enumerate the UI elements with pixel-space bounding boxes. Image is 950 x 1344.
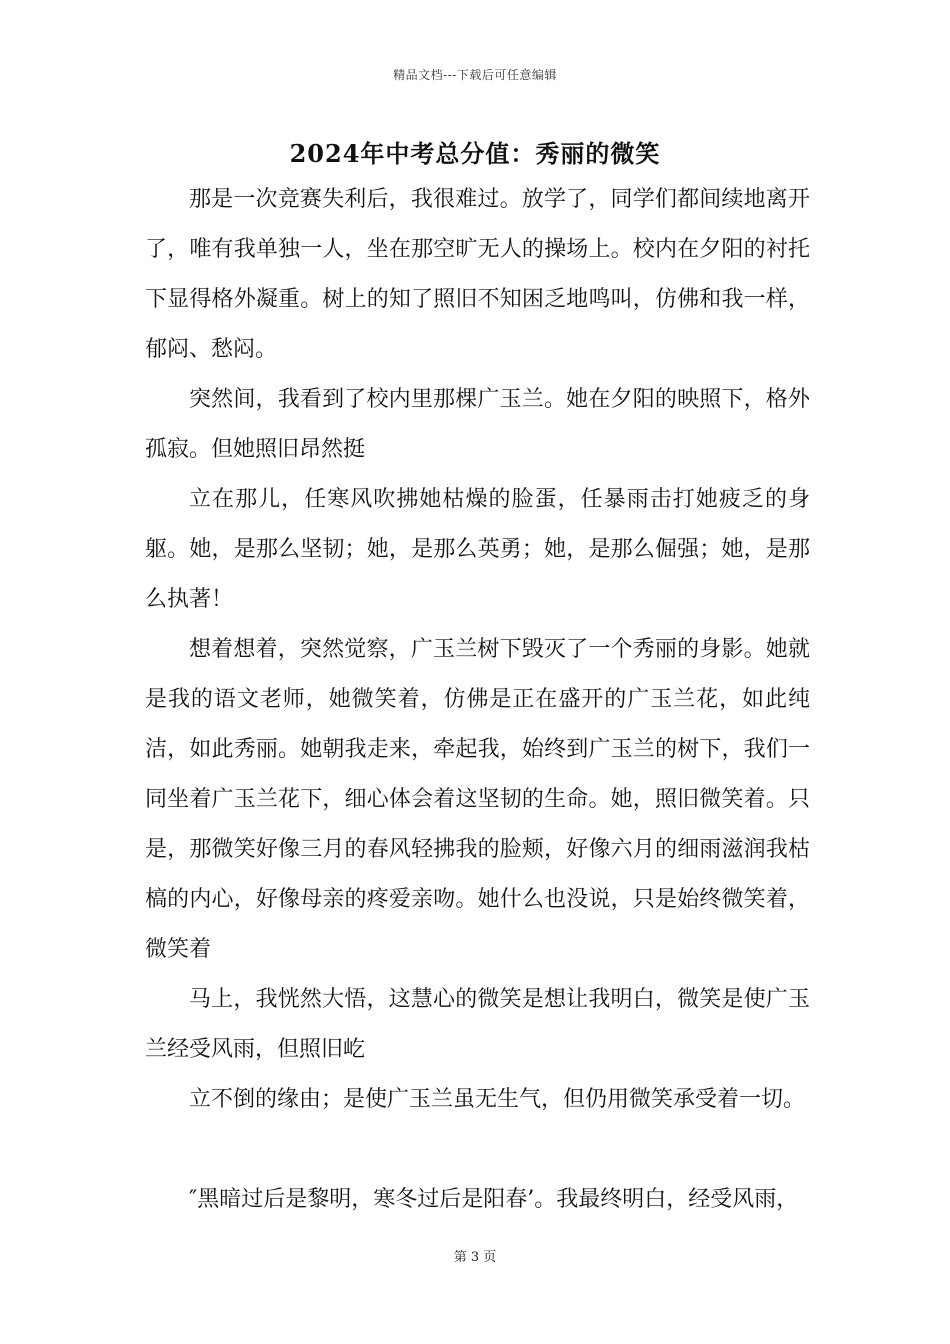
paragraph: 马上，我恍然大悟，这慧心的微笑是想让我明白，微笑是使广玉兰经受风雨，但照旧屹 (145, 987, 810, 1062)
page-header: 精品文档---下载后可任意编辑 (393, 68, 557, 82)
document-body (145, 175, 810, 1225)
paragraph: 突然间，我看到了校内里那棵广玉兰。她在夕阳的映照下，格外孤寂。但她照旧昂然挺 (145, 387, 810, 462)
paragraph: 立不倒的缘由；是使广玉兰虽无生气，但仍用微笑承受着一切。 (189, 1087, 806, 1112)
page-number: 第 3 页 (453, 1250, 497, 1265)
paragraph: 那是一次竞赛失利后，我很难过。放学了，同学们都间续地离开了，唯有我单独一人，坐在那空旷无人的操场上。校内在夕阳的衬托下显得格外凝重。树上的知了照旧不知困乏地鸣叫，仿佛和我一样，郁闷、愁闷。 (145, 187, 810, 362)
paragraph: 想着想着，突然觉察，广玉兰树下毁灭了一个秀丽的身影。她就是我的语文老师，她微笑着，仿佛是正在盛开的广玉兰花，如此纯洁，如此秀丽。她朝我走来，牵起我，始终到广玉兰的树下，我们一同坐着广玉兰花下，细心体会着这坚韧的生命。她，照旧微笑着。只是，那微笑好像三月的春风轻拂我的脸颊，好像六月的细雨滋润我枯槁的内心，好像母亲的疼爱亲吻。她什么也没说，只是始终微笑着，微笑着 (145, 637, 810, 962)
paragraph-spacer (145, 1125, 810, 1175)
paragraph: ″黑暗过后是黎明，寒冬过后是阳春’。我最终明白，经受风雨， (189, 1187, 799, 1212)
document-title: 2024年中考总分值：秀丽的微笑 (289, 139, 661, 168)
paragraph: 立在那儿，任寒风吹拂她枯燥的脸蛋，任暴雨击打她疲乏的身躯。她，是那么坚韧；她，是那么英勇；她，是那么倔强；她，是那么执著！ (145, 487, 810, 612)
